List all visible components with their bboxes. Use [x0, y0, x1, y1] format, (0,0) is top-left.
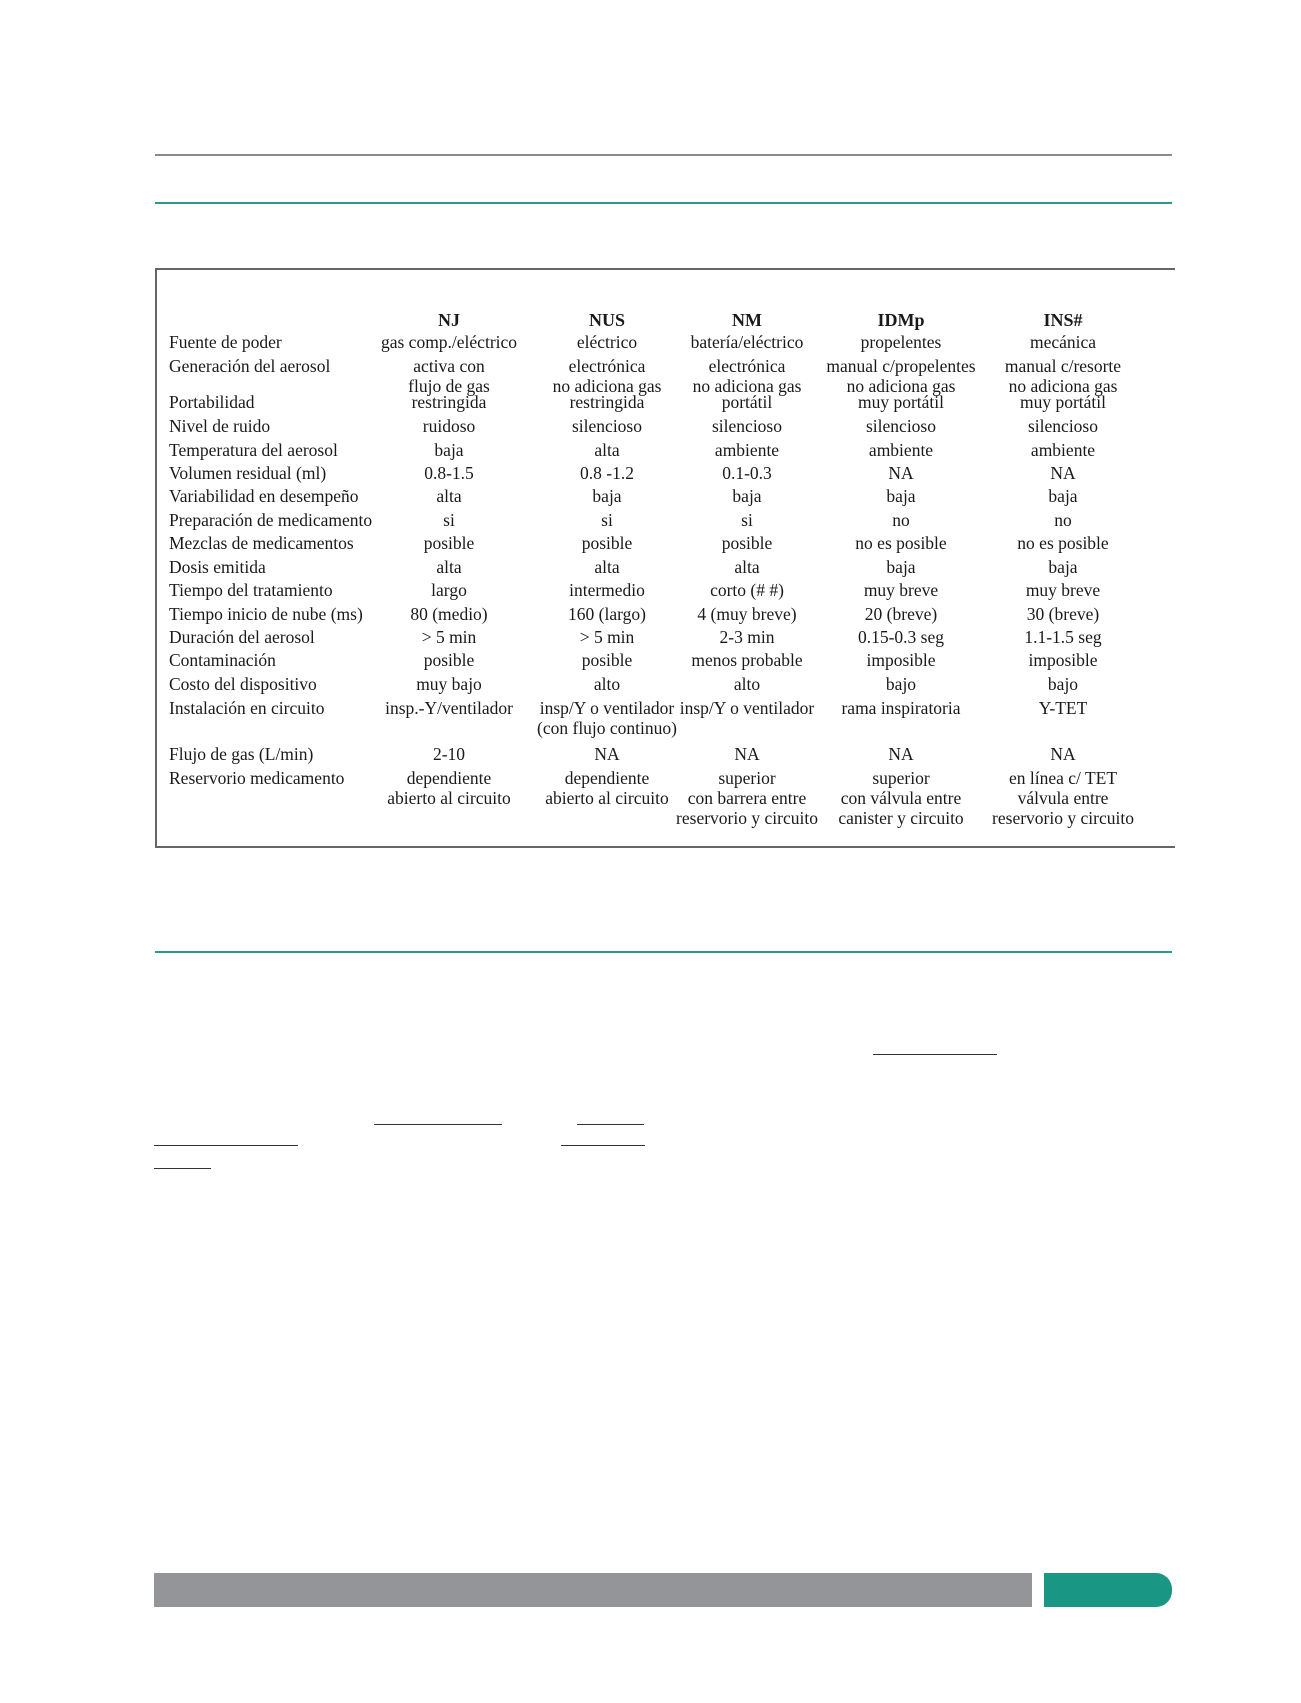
table-cell: silencioso: [1028, 416, 1098, 436]
row-label: Preparación de medicamento: [169, 510, 373, 530]
table-cell: no: [1054, 510, 1072, 530]
table-cell: silencioso: [712, 416, 782, 436]
table-cell: electrónica: [568, 356, 646, 376]
table-cell: intermedio: [569, 580, 645, 600]
row-label: Generación del aerosol: [169, 356, 331, 376]
table-cell: alta: [436, 486, 462, 506]
table-cell: posible: [423, 650, 475, 670]
teal-rule-lower: [155, 951, 1172, 953]
row-label: Costo del dispositivo: [169, 674, 317, 694]
column-header: NM: [732, 310, 762, 330]
table-cell: mecánica: [1029, 332, 1097, 352]
table-cell: > 5 min: [421, 627, 477, 647]
table-cell: canister y circuito: [838, 808, 964, 828]
underline-mark: [561, 1145, 645, 1146]
table-cell: 1.1-1.5 seg: [1024, 627, 1102, 647]
table-cell: muy portátil: [857, 392, 945, 412]
row-label: Reservorio medicamento: [169, 768, 345, 788]
table-cell: en línea c/ TET: [1008, 768, 1118, 788]
column-header: INS#: [1043, 310, 1083, 330]
table-cell: portátil: [721, 392, 773, 412]
table-cell: posible: [721, 533, 773, 553]
table-cell: 2-3 min: [719, 627, 775, 647]
table-cell: muy breve: [1025, 580, 1101, 600]
table-cell: > 5 min: [579, 627, 635, 647]
table-cell: abierto al circuito: [387, 788, 511, 808]
table-cell: NA: [594, 744, 620, 764]
table-cell: alta: [436, 557, 462, 577]
row-label: Volumen residual (ml): [169, 463, 327, 483]
table-cell: alto: [593, 674, 621, 694]
table-cell: batería/eléctrico: [690, 332, 804, 352]
footer-teal-tab: [1044, 1573, 1172, 1607]
table-cell: silencioso: [866, 416, 936, 436]
table-cell: 0.8 -1.2: [580, 463, 634, 483]
underline-mark: [154, 1168, 211, 1169]
table-cell: activa con: [413, 356, 485, 376]
table-cell: baja: [1048, 486, 1078, 506]
table-cell: si: [741, 510, 753, 530]
table-cell: 0.8-1.5: [424, 463, 474, 483]
column-header: IDMp: [877, 310, 925, 330]
table-cell: muy portátil: [1019, 392, 1107, 412]
table-cell: imposible: [1028, 650, 1098, 670]
comparison-table: [155, 268, 1175, 848]
underline-mark: [374, 1124, 502, 1125]
table-cell: 80 (medio): [410, 604, 488, 624]
table-cell: bajo: [1047, 674, 1079, 694]
table-cell: menos probable: [691, 650, 803, 670]
table-cell: gas comp./eléctrico: [380, 332, 518, 352]
underline-mark: [154, 1145, 298, 1146]
table-cell: no: [892, 510, 910, 530]
table-cell: manual c/propelentes: [826, 356, 976, 376]
table-cell: baja: [434, 440, 464, 460]
table-cell: imposible: [866, 650, 936, 670]
table-cell: baja: [732, 486, 762, 506]
table-cell: no es posible: [855, 533, 947, 553]
underline-mark: [873, 1054, 997, 1055]
table-cell: 2-10: [432, 744, 466, 764]
table-cell: (con flujo continuo): [537, 718, 677, 738]
table-cell: rama inspiratoria: [841, 698, 961, 718]
table-cell: alto: [733, 674, 761, 694]
table-cell: baja: [886, 557, 916, 577]
teal-rule-upper: [155, 202, 1172, 204]
table-cell: NA: [734, 744, 760, 764]
table-cell: electrónica: [708, 356, 786, 376]
table-cell: muy breve: [863, 580, 939, 600]
column-header: NJ: [438, 310, 460, 330]
row-label: Mezclas de medicamentos: [169, 533, 354, 553]
footer-gray-bar: [154, 1573, 1032, 1607]
column-header: NUS: [588, 310, 626, 330]
top-gray-rule: [155, 154, 1172, 156]
table-cell: flujo de gas: [408, 376, 490, 396]
table-cell: 0.15-0.3 seg: [857, 627, 945, 647]
row-label: Nivel de ruido: [169, 416, 271, 436]
table-cell: no adiciona gas: [692, 376, 802, 396]
table-cell: no es posible: [1017, 533, 1109, 553]
table-cell: silencioso: [572, 416, 642, 436]
table-cell: ruidoso: [422, 416, 476, 436]
table-cell: manual c/resorte: [1004, 356, 1122, 376]
table-cell: baja: [1048, 557, 1078, 577]
table-cell: NA: [1050, 463, 1076, 483]
table-cell: posible: [581, 650, 633, 670]
table-cell: reservorio y circuito: [676, 808, 818, 828]
table-cell: no adiciona gas: [552, 376, 662, 396]
table-cell: con barrera entre: [687, 788, 807, 808]
table-cell: alta: [594, 557, 620, 577]
table-cell: restringida: [569, 392, 645, 412]
table-cell: alta: [594, 440, 620, 460]
table-cell: si: [443, 510, 455, 530]
table-cell: posible: [423, 533, 475, 553]
table-cell: dependiente: [406, 768, 492, 788]
table-cell: ambiente: [1030, 440, 1096, 460]
row-label: Dosis emitida: [169, 557, 266, 577]
table-cell: no adiciona gas: [846, 376, 956, 396]
table-cell: 30 (breve): [1026, 604, 1100, 624]
row-label: Flujo de gas (L/min): [169, 744, 314, 764]
table-cell: insp.-Y/ventilador: [385, 698, 513, 718]
row-label: Tiempo inicio de nube (ms): [169, 604, 363, 624]
table-cell: ambiente: [868, 440, 934, 460]
table-cell: dependiente: [564, 768, 650, 788]
table-cell: propelentes: [860, 332, 942, 352]
table-cell: no adiciona gas: [1008, 376, 1118, 396]
row-label: Tiempo del tratamiento: [169, 580, 333, 600]
table-cell: Y-TET: [1038, 698, 1088, 718]
row-label: Contaminación: [169, 650, 276, 670]
table-cell: posible: [581, 533, 633, 553]
table-cell: insp/Y o ventilador: [539, 698, 675, 718]
table-cell: baja: [886, 486, 916, 506]
row-label: Temperatura del aerosol: [169, 440, 338, 460]
table-cell: 0.1-0.3: [722, 463, 772, 483]
table-cell: ambiente: [714, 440, 780, 460]
table-cell: NA: [1050, 744, 1076, 764]
row-label: Variabilidad en desempeño: [169, 486, 359, 506]
table-cell: si: [601, 510, 613, 530]
table-cell: eléctrico: [576, 332, 638, 352]
table-cell: insp/Y o ventilador: [679, 698, 815, 718]
row-label: Fuente de poder: [169, 332, 282, 352]
row-label: Duración del aerosol: [169, 627, 315, 647]
table-cell: corto (# #): [710, 580, 784, 600]
table-cell: reservorio y circuito: [992, 808, 1134, 828]
table-cell: con válvula entre: [840, 788, 962, 808]
table-cell: muy bajo: [416, 674, 482, 694]
table-cell: superior: [872, 768, 930, 788]
table-cell: baja: [592, 486, 622, 506]
table-cell: restringida: [411, 392, 487, 412]
table-cell: largo: [431, 580, 467, 600]
table-cell: alta: [734, 557, 760, 577]
table-cell: válvula entre: [1017, 788, 1109, 808]
underline-mark: [577, 1124, 644, 1125]
row-label: Instalación en circuito: [169, 698, 325, 718]
row-label: Portabilidad: [169, 392, 255, 412]
table-cell: 20 (breve): [864, 604, 938, 624]
table-cell: NA: [888, 744, 914, 764]
table-cell: superior: [718, 768, 776, 788]
table-cell: abierto al circuito: [545, 788, 669, 808]
table-cell: bajo: [885, 674, 917, 694]
table-cell: NA: [888, 463, 914, 483]
table-cell: 160 (largo): [568, 604, 646, 624]
table-cell: 4 (muy breve): [697, 604, 797, 624]
